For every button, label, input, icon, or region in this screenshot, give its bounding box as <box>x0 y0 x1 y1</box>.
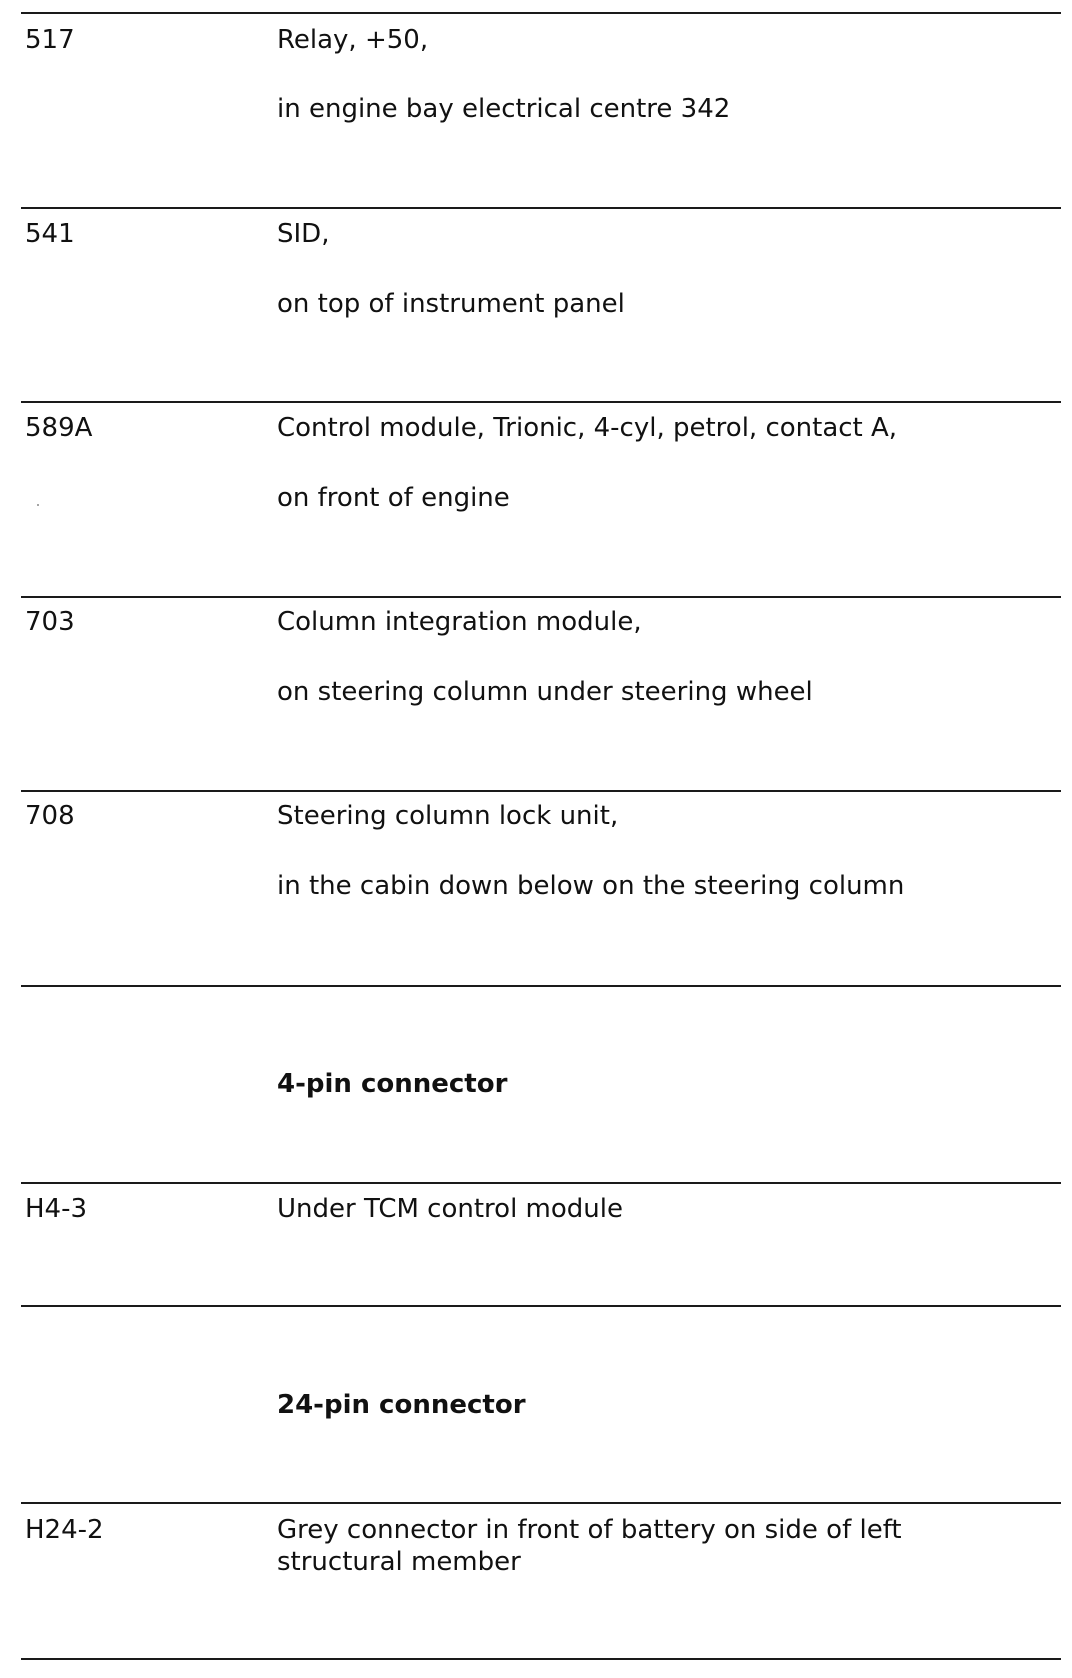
connector-description: Grey connector in front of battery on side of left structural member <box>277 1515 902 1577</box>
table-rule <box>21 790 1061 792</box>
table-rule <box>21 1658 1061 1660</box>
component-location: on top of instrument panel <box>277 289 625 319</box>
component-name: Steering column lock unit, <box>277 801 619 831</box>
component-code: 589A <box>25 413 93 443</box>
table-rule <box>21 207 1061 209</box>
connector-code: H24-2 <box>25 1515 104 1545</box>
component-location: in engine bay electrical centre 342 <box>277 94 731 124</box>
section-heading: 4-pin connector <box>277 1069 508 1099</box>
table-rule <box>21 1305 1061 1307</box>
component-name: Relay, +50, <box>277 25 429 55</box>
table-rule <box>21 1502 1061 1504</box>
component-name: SID, <box>277 219 330 249</box>
table-rule <box>21 12 1061 14</box>
component-code: 708 <box>25 801 75 831</box>
section-heading: 24-pin connector <box>277 1390 526 1420</box>
component-code: 541 <box>25 219 75 249</box>
component-name: Control module, Trionic, 4-cyl, petrol, contact A, <box>277 413 898 443</box>
component-code: 703 <box>25 607 75 637</box>
connector-code: H4-3 <box>25 1194 88 1224</box>
component-name: Column integration module, <box>277 607 642 637</box>
table-rule <box>21 401 1061 403</box>
table-rule <box>21 1182 1061 1184</box>
component-location: in the cabin down below on the steering column <box>277 871 905 901</box>
table-rule <box>21 985 1061 987</box>
component-code: 517 <box>25 25 75 55</box>
table-rule <box>21 596 1061 598</box>
scan-speck <box>37 504 39 506</box>
component-location: on steering column under steering wheel <box>277 677 813 707</box>
component-location: on front of engine <box>277 483 510 513</box>
connector-description: Under TCM control module <box>277 1194 623 1224</box>
